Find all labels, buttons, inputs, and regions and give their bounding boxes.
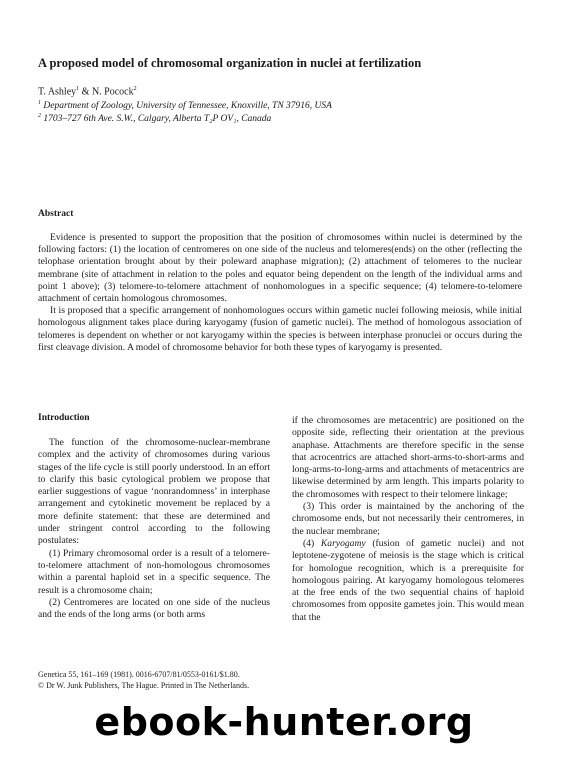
affiliation-text: Department of Zoology, University of Tennessee, Knoxville, TN 37916, USA — [41, 101, 332, 112]
postulate-number: (4) — [303, 537, 321, 549]
italic-term: Karyogamy — [320, 537, 366, 549]
body-paragraph: (3) This order is maintained by the anchoring of the chromosome ends, but not necessarily their centromeres, in the nuclear membrane; — [292, 501, 524, 537]
affiliation-text: 1703–727 6th Ave. S.W., Calgary, Alberta T₂P OV₁, Canada — [41, 114, 272, 125]
body-paragraph — [292, 538, 524, 624]
affiliation-mark: 2 — [38, 113, 41, 119]
citation-line: Genetica 55, 161–169 (1981). 0016-6707/81/0553-0161/$1.80. — [38, 670, 240, 679]
author-name: N. Pocock — [91, 86, 134, 98]
body-paragraph: (1) Primary chromosomal order is a result of a telomere-to-telomere attachment of non-homologous chromosomes within a parental haploid set in a specific sequence. The result is a chromosome chain; — [38, 547, 270, 596]
author-name: T. Ashley — [38, 86, 77, 98]
affiliation-mark: 1 — [38, 100, 41, 106]
intro-right-column — [292, 415, 524, 624]
intro-left-column — [38, 437, 270, 621]
author-joiner: & — [79, 86, 92, 98]
author-affiliation-mark: 1 — [76, 86, 80, 92]
body-paragraph: The function of the chromosome-nuclear-membrane complex and the activity of chromosomes during various stages of the life cycle is still poorly understood. In an effort to clarify this basic cytological problem we propose that earlier suggestions of vague ‘nonrandomness’ in interphase arrangement and cytokinetic movement be replaced by a more definite statement: that these are determined and under stringent control according to the following postulates: — [38, 437, 270, 547]
affiliation-2 — [38, 110, 271, 125]
footer-block — [38, 669, 249, 691]
abstract-body — [38, 232, 522, 354]
author-affiliation-mark: 2 — [133, 86, 137, 92]
body-paragraph: if the chromosomes are metacentric) are positioned on the opposite side, reflecting their orientation at the previous anaphase. Attachments are therefore specific in the sense that acrocentrics are attached short-arms-to-short-arms and long-arms-to-long-arms and attachments of metacentrics are likewise determined by arm length. This imparts polarity to the chromosomes with respect to their telomere linkage; — [292, 415, 524, 500]
abstract-heading: Abstract — [38, 209, 74, 219]
postulate-text: (fusion of gametic nuclei) and not leptotene-zygotene of meiosis is the stage which is critical for homologue recognition, which is a prerequisite for homologous pairing. At karyogamy homologous telomeres at the free ends of the two sequential chains of haploid chromosomes from opposite gametes join. This would mean that the — [292, 537, 524, 623]
watermark-text: ebook-hunter.org — [94, 700, 474, 744]
abstract-paragraph: Evidence is presented to support the proposition that the position of chromosomes within nuclei is determined by the following factors: (1) the location of centromeres on one side of the nucleus and telomeres(ends) on the other (reflecting the telophase orientation brought about by their poleward anaphase migration); (2) attachment of telomeres to the nuclear membrane (site of attachment in relation to the poles and equator being dependent on the length of the individual arms and point 1 above); (3) telomere-to-telomere attachment of nonhomologues in a specific sequence; (4) telomere-to-telomere attachment of certain homologous chromosomes. — [38, 232, 522, 305]
introduction-heading: Introduction — [38, 413, 90, 423]
article-title: A proposed model of chromosomal organization in nuclei at fertilization — [38, 56, 422, 70]
publisher-line: © Dr W. Junk Publishers, The Hague. Printed in The Netherlands. — [38, 681, 250, 690]
body-paragraph: (2) Centromeres are located on one side of the nucleus and the ends of the long arms (or both arms — [38, 596, 270, 621]
abstract-paragraph: It is proposed that a specific arrangement of nonhomologues occurs within gametic nuclei following meiosis, while initial homologous alignment takes place during karyogamy (fusion of gametic nuclei). The method of homologous association of telomeres is dependent on whether or not karyogamy within the species is between interphase pronuclei or occurs during the first cleavage division. A model of chromosome behavior for both these types of karyogamy is presented. — [38, 305, 522, 353]
